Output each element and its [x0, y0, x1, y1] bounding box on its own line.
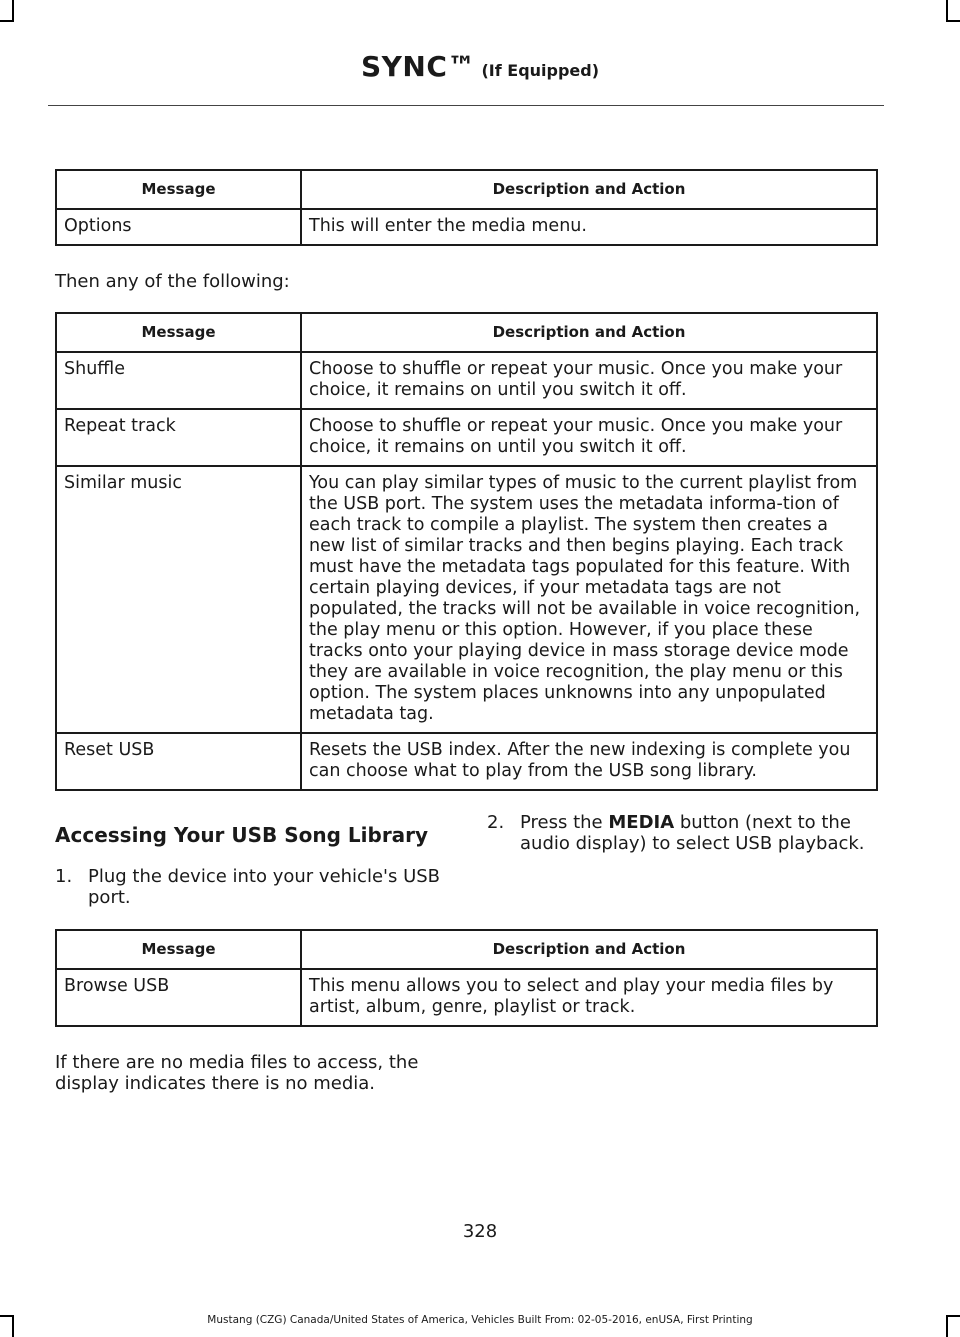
section-title: SYNC™ [360, 50, 476, 83]
table-row [56, 733, 877, 790]
browse-table [55, 929, 878, 1027]
no-media-paragraph: If there are no media files to access, the display indicates there is no media. [55, 1052, 419, 1094]
description-cell: Resets the USB index. After the new indexing is complete you can choose what to play from the USB song library. [301, 733, 877, 790]
column-header-message: Message [56, 313, 301, 352]
playback-options-table [55, 312, 878, 791]
step-number: 1. [55, 866, 73, 887]
media-button-label: MEDIA [608, 812, 675, 833]
description-cell: Choose to shuffle or repeat your music. Once you make your choice, it remains on until you switch it off. [301, 409, 877, 466]
table-header-row [56, 313, 877, 352]
message-cell: Browse USB [56, 969, 301, 1026]
column-header-description: Description and Action [301, 930, 877, 969]
crop-mark [946, 20, 960, 22]
step-number: 2. [487, 812, 505, 833]
description-cell: This menu allows you to select and play your media files by artist, album, genre, playlist or track. [301, 969, 877, 1026]
step-text-post: button (next to the audio display) to select USB playback. [520, 812, 865, 854]
column-header-description: Description and Action [301, 170, 877, 209]
table-row [56, 466, 877, 733]
column-header-message: Message [56, 930, 301, 969]
table-row [56, 209, 877, 245]
page-header [0, 50, 960, 83]
description-cell: Choose to shuffle or repeat your music. Once you make your choice, it remains on until you switch it off. [301, 352, 877, 409]
description-cell: You can play similar types of music to the current playlist from the USB port. The system uses the metadata informa-tion of each track to compile a playlist. The system then creates a new list of similar tracks and then begins playing. Each track must have the metadata tags populated for this feature. With certain playing devices, if your metadata tags are not populated, the tracks will not be available in voice recognition, the play menu or this option. However, if you place these tracks onto your playing device in mass storage device mode they are available in voice recognition, the play menu or this option. The system places unknowns into any unpopulated metadata tag. [301, 466, 877, 733]
message-cell: Reset USB [56, 733, 301, 790]
crop-mark [946, 0, 948, 22]
message-cell: Similar music [56, 466, 301, 733]
section-heading: Accessing Your USB Song Library [55, 823, 429, 847]
table-header-row [56, 170, 877, 209]
message-cell: Shuffle [56, 352, 301, 409]
column-header-message: Message [56, 170, 301, 209]
message-cell: Options [56, 209, 301, 245]
page-footer: Mustang (CZG) Canada/United States of America, Vehicles Built From: 02-05-2016, enUSA, First Printing [207, 1314, 753, 1326]
step-text [520, 812, 882, 854]
table-header-row [56, 930, 877, 969]
step-text-pre: Press the [520, 812, 609, 833]
table-row [56, 352, 877, 409]
table-row [56, 409, 877, 466]
message-cell: Repeat track [56, 409, 301, 466]
section-subtitle: (If Equipped) [481, 61, 600, 80]
step-text: Plug the device into your vehicle's USB port. [88, 866, 441, 908]
header-divider [48, 105, 884, 106]
crop-mark [12, 0, 14, 22]
table-row [56, 969, 877, 1026]
column-header-description: Description and Action [301, 313, 877, 352]
intro-paragraph: Then any of the following: [55, 271, 290, 292]
options-table [55, 169, 878, 246]
description-cell: This will enter the media menu. [301, 209, 877, 245]
crop-mark [0, 20, 14, 22]
page-number: 328 [462, 1221, 498, 1242]
